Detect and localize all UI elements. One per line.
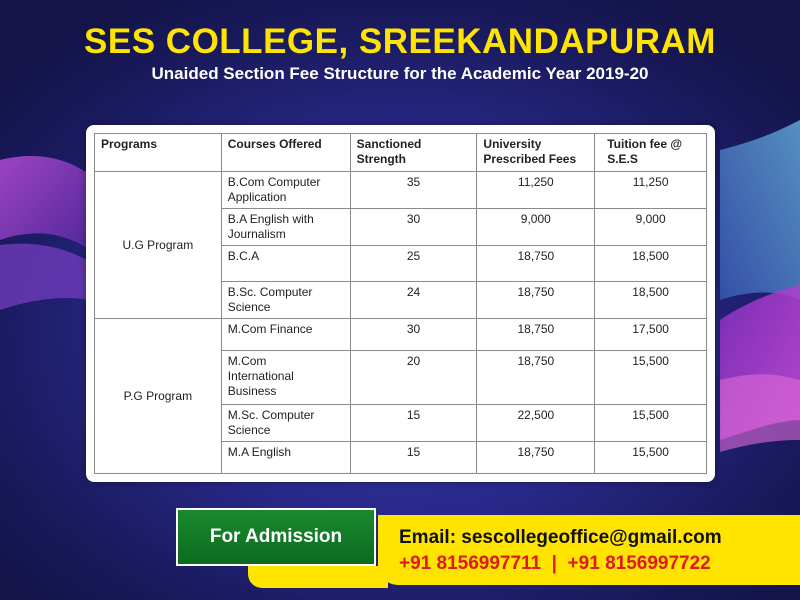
course-cell: B.Sc. Computer Science bbox=[221, 282, 350, 319]
column-header-programs: Programs bbox=[95, 134, 222, 172]
tuition-fee-cell: 15,500 bbox=[595, 405, 707, 442]
strength-cell: 25 bbox=[350, 246, 477, 282]
contact-band-tail bbox=[248, 566, 388, 588]
for-admission-button[interactable]: For Admission bbox=[176, 508, 376, 566]
fee-table-card bbox=[86, 125, 715, 482]
course-cell: M.Sc. Computer Science bbox=[221, 405, 350, 442]
university-fee-cell: 18,750 bbox=[477, 442, 595, 474]
college-title: SES COLLEGE, SREEKANDAPURAM bbox=[84, 22, 716, 61]
column-header-courses: Courses Offered bbox=[221, 134, 350, 172]
university-fee-cell: 11,250 bbox=[477, 172, 595, 209]
program-cell-pg: P.G Program bbox=[95, 319, 222, 474]
university-fee-cell: 22,500 bbox=[477, 405, 595, 442]
column-header-strength: Sanctioned Strength bbox=[350, 134, 477, 172]
program-cell-ug: U.G Program bbox=[95, 172, 222, 319]
strength-cell: 15 bbox=[350, 405, 477, 442]
table-row bbox=[95, 172, 707, 209]
university-fee-cell: 18,750 bbox=[477, 282, 595, 319]
university-fee-cell: 18,750 bbox=[477, 246, 595, 282]
column-header-university-fees: University Prescribed Fees bbox=[477, 134, 595, 172]
table-header-row bbox=[95, 134, 707, 172]
course-cell: B.C.A bbox=[221, 246, 350, 282]
course-cell: M.Com International Business bbox=[221, 351, 350, 405]
tuition-fee-cell: 9,000 bbox=[595, 209, 707, 246]
fee-structure-subtitle: Unaided Section Fee Structure for the Academic Year 2019-20 bbox=[151, 64, 649, 83]
strength-cell: 35 bbox=[350, 172, 477, 209]
strength-cell: 20 bbox=[350, 351, 477, 405]
university-fee-cell: 9,000 bbox=[477, 209, 595, 246]
course-cell: B.Com Computer Application bbox=[221, 172, 350, 209]
tuition-fee-cell: 17,500 bbox=[595, 319, 707, 351]
strength-cell: 24 bbox=[350, 282, 477, 319]
contact-phones[interactable]: +91 8156997711 | +91 8156997722 bbox=[399, 553, 711, 574]
strength-cell: 15 bbox=[350, 442, 477, 474]
course-cell: M.Com Finance bbox=[221, 319, 350, 351]
tuition-fee-cell: 18,500 bbox=[595, 246, 707, 282]
tuition-fee-cell: 18,500 bbox=[595, 282, 707, 319]
university-fee-cell: 18,750 bbox=[477, 319, 595, 351]
strength-cell: 30 bbox=[350, 209, 477, 246]
strength-cell: 30 bbox=[350, 319, 477, 351]
tuition-fee-cell: 15,500 bbox=[595, 351, 707, 405]
column-header-tuition-fee: Tuition fee @ S.E.S bbox=[595, 134, 707, 172]
fee-structure-table bbox=[94, 133, 707, 474]
course-cell: M.A English bbox=[221, 442, 350, 474]
tuition-fee-cell: 11,250 bbox=[595, 172, 707, 209]
contact-email[interactable]: Email: sescollegeoffice@gmail.com bbox=[399, 527, 722, 548]
table-row bbox=[95, 319, 707, 351]
tuition-fee-cell: 15,500 bbox=[595, 442, 707, 474]
university-fee-cell: 18,750 bbox=[477, 351, 595, 405]
course-cell: B.A English with Journalism bbox=[221, 209, 350, 246]
